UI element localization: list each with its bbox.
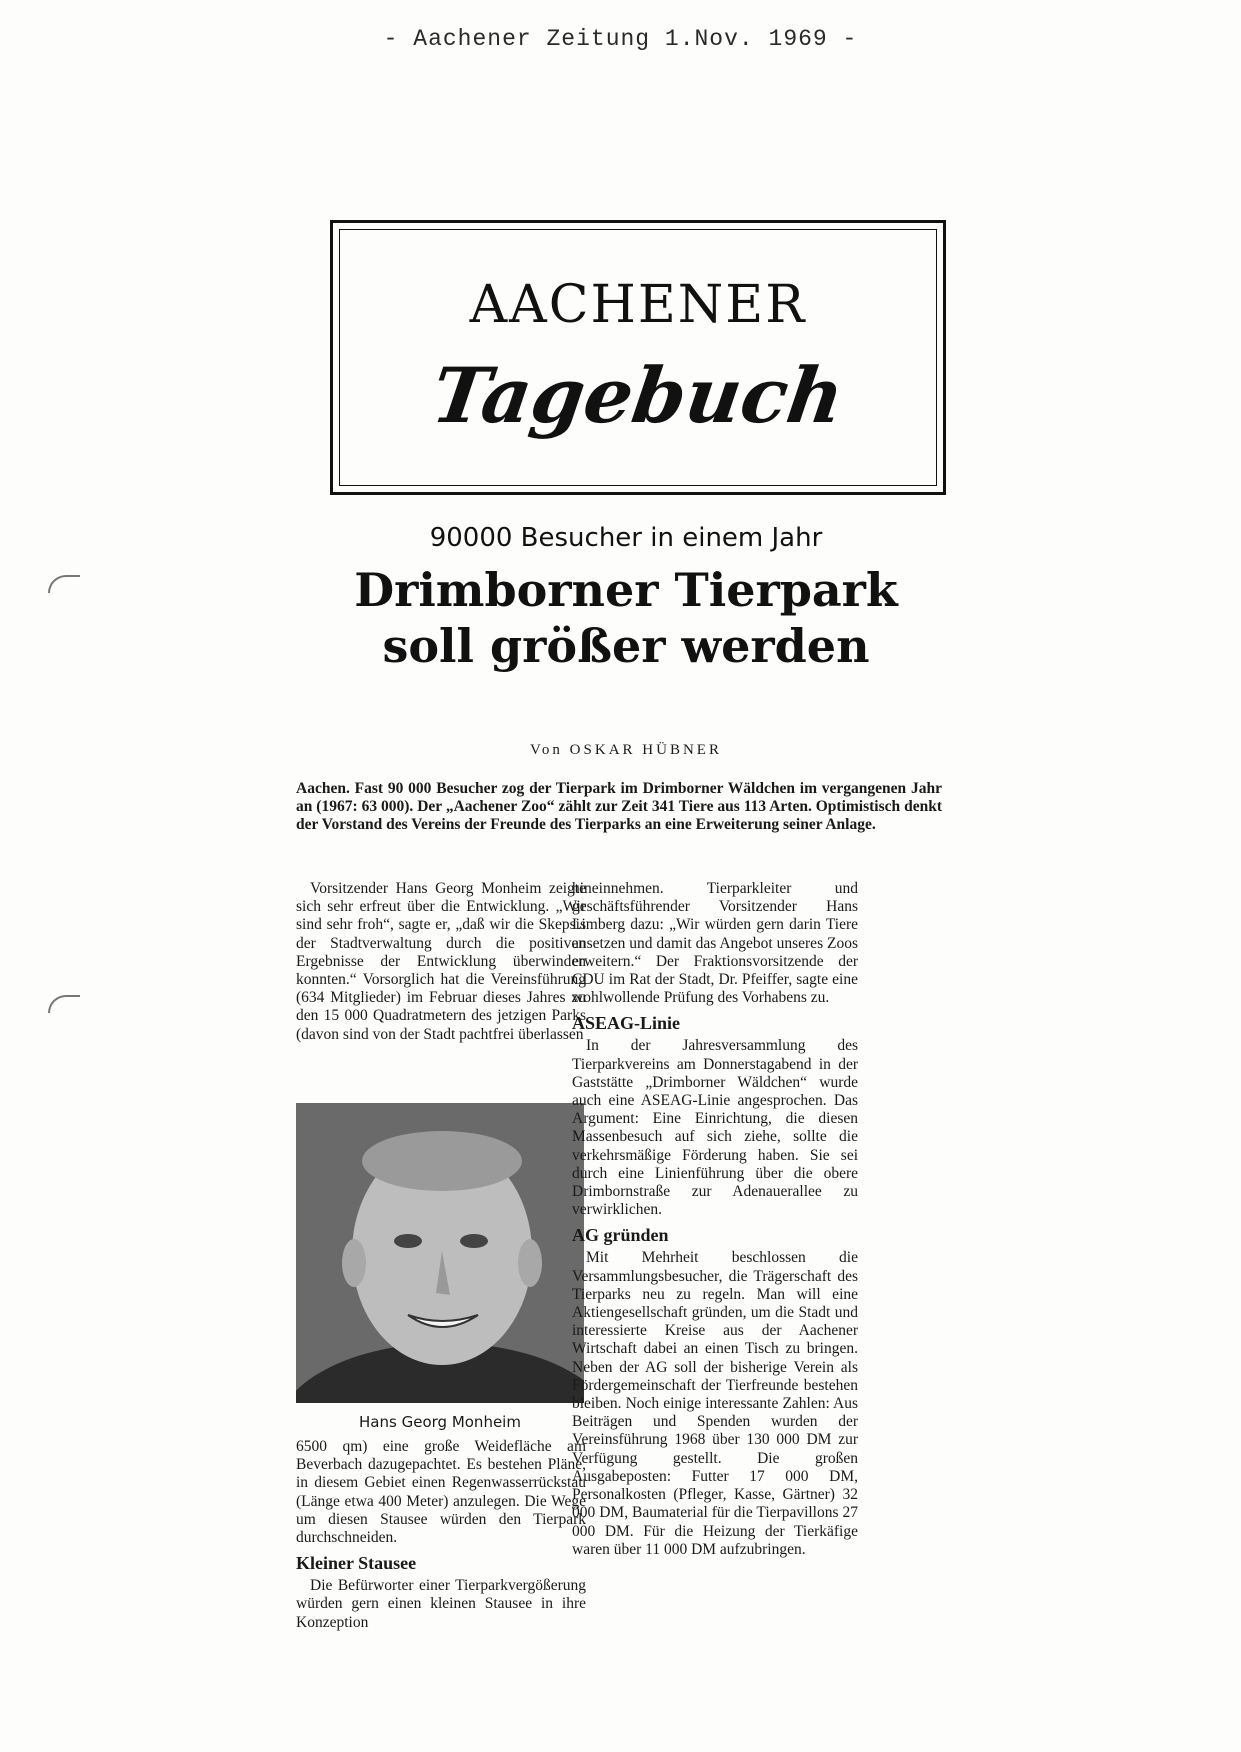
headline-line-1: Drimborner Tierpark xyxy=(354,563,898,617)
right-column xyxy=(572,880,858,1559)
left-paragraph-1: Vorsitzender Hans Georg Monheim zeigte sich sehr erfreut über die Entwicklung. „Wir sind sehr froh“, sagte er, „daß wir die Skepsis der Stadtverwaltung durch die positiven Ergebnisse der Entwicklung überwinden konnten.“ Vorsorglich hat die Vereinsführung (634 Mitglieder) im Februar dieses Jahres zu den 15 000 Quadratmetern des jetzigen Parks (davon sind von der Stadt pachtfrei überlassen xyxy=(296,880,586,1043)
left-column-top xyxy=(296,880,586,1044)
newspaper-clipping xyxy=(296,168,956,1688)
headline xyxy=(296,562,956,674)
masthead-box xyxy=(330,220,946,495)
photo-caption: Hans Georg Monheim xyxy=(359,1413,521,1431)
kicker: 90000 Besucher in einem Jahr xyxy=(429,523,823,553)
right-paragraph-1: hineinnehmen. Tierparkleiter und geschäftsführender Vorsitzender Hans Limberg dazu: „Wir würden gern darin Tiere ansetzen und damit das Angebot unseres Zoos erweitern.“ Der Fraktionsvorsitzende der CDU im Rat der Stadt, Dr. Pfeiffer, sagte eine wohlwollende Prüfung des Vorhabens zu. xyxy=(572,880,858,1007)
archive-header: - Aachener Zeitung 1.Nov. 1969 - xyxy=(383,26,858,52)
subhead-ag-gruenden: AG gründen xyxy=(572,1225,669,1246)
subhead-kleiner-stausee: Kleiner Stausee xyxy=(296,1553,417,1574)
masthead-title: AACHENER xyxy=(469,275,807,335)
masthead-script: Tagebuch xyxy=(426,351,850,440)
right-paragraph-3: Mit Mehrheit beschlossen die Versammlungsbesucher, die Trägerschaft des Tierparks neu zu regeln. Man will eine Aktiengesellschaft gründen, um die Stadt und interessierte Kreise aus der Aachener Wirtschaft dabei an einen Tisch zu bringen. Neben der AG soll der bisherige Verein als Fördergemeinschaft der Tierfreunde bestehen bleiben. Noch einige interessante Zahlen: Aus Beiträgen und Spenden wurden der Vereinsführung 1968 über 130 000 DM zur Verfügung gestellt. Die großen Ausgabeposten: Futter 17 000 DM, Personalkosten (Pfleger, Kasse, Gärtner) 32 000 DM, Baumaterial für die Tierpavillons 27 000 DM. Für die Heizung der Tierkäfige waren über 11 000 DM aufzubringen. xyxy=(572,1249,858,1558)
portrait-image xyxy=(296,1103,584,1403)
left-paragraph-3: Die Befürworter einer Tierparkvergößerung würden gern einen kleinen Stausee in ihre Konzeption xyxy=(296,1577,586,1631)
subhead-aseag-linie: ASEAG-Linie xyxy=(572,1013,681,1034)
punch-hole-mark xyxy=(48,995,80,1013)
left-paragraph-2: 6500 qm) eine große Weidefläche am Beverbach dazugepachtet. Es bestehen Pläne, in diesem Gebiet einen Regenwasserrückstau (Länge etwa 400 Meter) anzulegen. Die Wege um diesen Stausee würden den Tierpark durchschneiden. xyxy=(296,1438,586,1547)
right-paragraph-2: In der Jahresversammlung des Tierparkvereins am Donnerstagabend in der Gaststätte „Drimborner Wäldchen“ wurde auch eine ASEAG-Linie angesprochen. Das Argument: Eine Einrichtung, die diesen Massenbesuch auf sich ziehe, sollte die verkehrsmäßige Förderung haben. Sie sei durch eine Linienführung über die obere Drimbornstraße zur Adenauerallee zu verwirklichen. xyxy=(572,1037,858,1219)
portrait-photo xyxy=(296,1103,584,1403)
byline: Von OSKAR HÜBNER xyxy=(530,742,722,758)
headline-line-2: soll größer werden xyxy=(382,619,870,673)
punch-hole-mark xyxy=(48,575,80,593)
left-column-bottom xyxy=(296,1438,586,1632)
lead-paragraph: Aachen. Fast 90 000 Besucher zog der Tierpark im Drimborner Wäldchen im vergangenen Jahr an (1967: 63 000). Der „Aachener Zoo“ zählt zur Zeit 341 Tiere aus 113 Arten. Optimistisch denkt der Vorstand des Vereins der Freunde des Tierparks an eine Erweiterung seiner Anlage. xyxy=(296,780,942,833)
